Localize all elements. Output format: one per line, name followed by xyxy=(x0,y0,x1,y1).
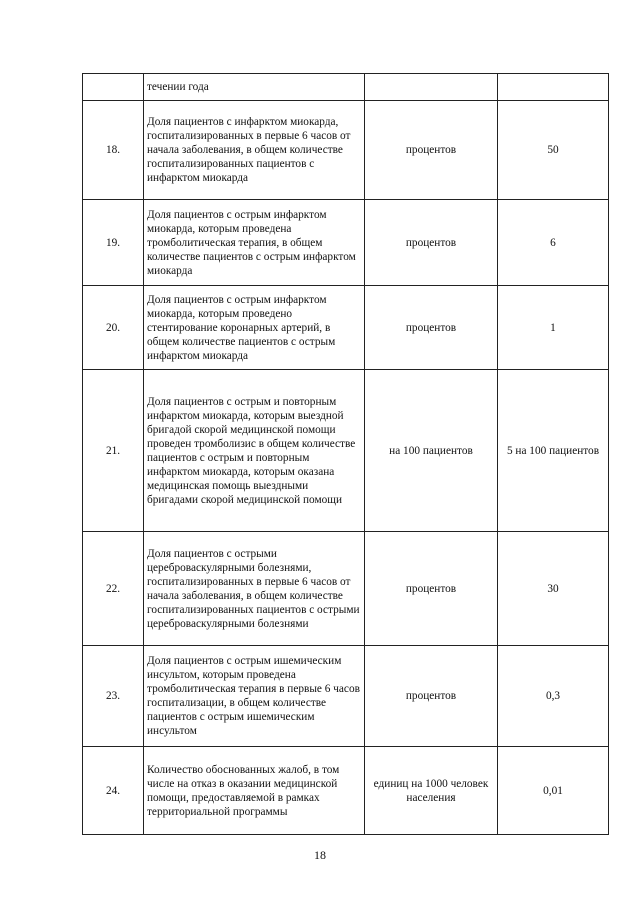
unit-of-measure: процентов xyxy=(365,532,498,646)
indicator-name: Доля пациентов с острым инфарктом миокарда, которым проведена тромболитическая терапия, в общем количестве пациентов с острым инфарктом миокарда xyxy=(144,200,365,286)
target-value: 1 xyxy=(498,286,609,370)
indicators-table xyxy=(82,73,609,835)
target-value: 6 xyxy=(498,200,609,286)
row-number: 23. xyxy=(83,646,144,747)
unit-of-measure: на 100 пациентов xyxy=(365,370,498,532)
target-value: 0,3 xyxy=(498,646,609,747)
row-number: 18. xyxy=(83,101,144,200)
target-value xyxy=(498,74,609,101)
indicator-name: Доля пациентов с острым и повторным инфарктом миокарда, которым выездной бригадой скорой медицинской помощи проведен тромболизис в общем количестве пациентов с острым и повторным инфарктом миокарда, которым оказана медицинская помощь выездными бригадами скорой медицинской помощи xyxy=(144,370,365,532)
target-value: 5 на 100 пациентов xyxy=(498,370,609,532)
row-number xyxy=(83,74,144,101)
target-value: 0,01 xyxy=(498,747,609,835)
table-row xyxy=(83,286,609,370)
table-row xyxy=(83,101,609,200)
indicator-name: Доля пациентов с инфарктом миокарда, госпитализированных в первые 6 часов от начала заболевания, в общем количестве госпитализированных пациентов с инфарктом миокарда xyxy=(144,101,365,200)
unit-of-measure: процентов xyxy=(365,646,498,747)
table-row xyxy=(83,646,609,747)
indicator-name: Доля пациентов с острыми цереброваскулярными болезнями, госпитализированных в первые 6 часов от начала заболевания, в общем количестве госпитализированных пациентов с острыми цереброваскулярными болезнями xyxy=(144,532,365,646)
target-value: 50 xyxy=(498,101,609,200)
unit-of-measure: процентов xyxy=(365,286,498,370)
indicator-name: Доля пациентов с острым инфарктом миокарда, которым проведено стентирование коронарных артерий, в общем количестве пациентов с острым инфарктом миокарда xyxy=(144,286,365,370)
table-row xyxy=(83,532,609,646)
page-number: 18 xyxy=(314,848,326,862)
row-number: 22. xyxy=(83,532,144,646)
unit-of-measure: единиц на 1000 человек населения xyxy=(365,747,498,835)
unit-of-measure: процентов xyxy=(365,200,498,286)
row-number: 21. xyxy=(83,370,144,532)
indicator-name: Количество обоснованных жалоб, в том числе на отказ в оказании медицинской помощи, предоставляемой в рамках территориальной программы xyxy=(144,747,365,835)
unit-of-measure: процентов xyxy=(365,101,498,200)
row-number: 20. xyxy=(83,286,144,370)
target-value: 30 xyxy=(498,532,609,646)
row-number: 24. xyxy=(83,747,144,835)
table-row xyxy=(83,747,609,835)
table-row xyxy=(83,200,609,286)
unit-of-measure xyxy=(365,74,498,101)
indicator-name: Доля пациентов с острым ишемическим инсультом, которым проведена тромболитическая терапия в первые 6 часов госпитализации, в общем количестве пациентов с острым ишемическим инсультом xyxy=(144,646,365,747)
indicator-name: течении года xyxy=(144,74,365,101)
table-row xyxy=(83,370,609,532)
row-number: 19. xyxy=(83,200,144,286)
table-row xyxy=(83,74,609,101)
